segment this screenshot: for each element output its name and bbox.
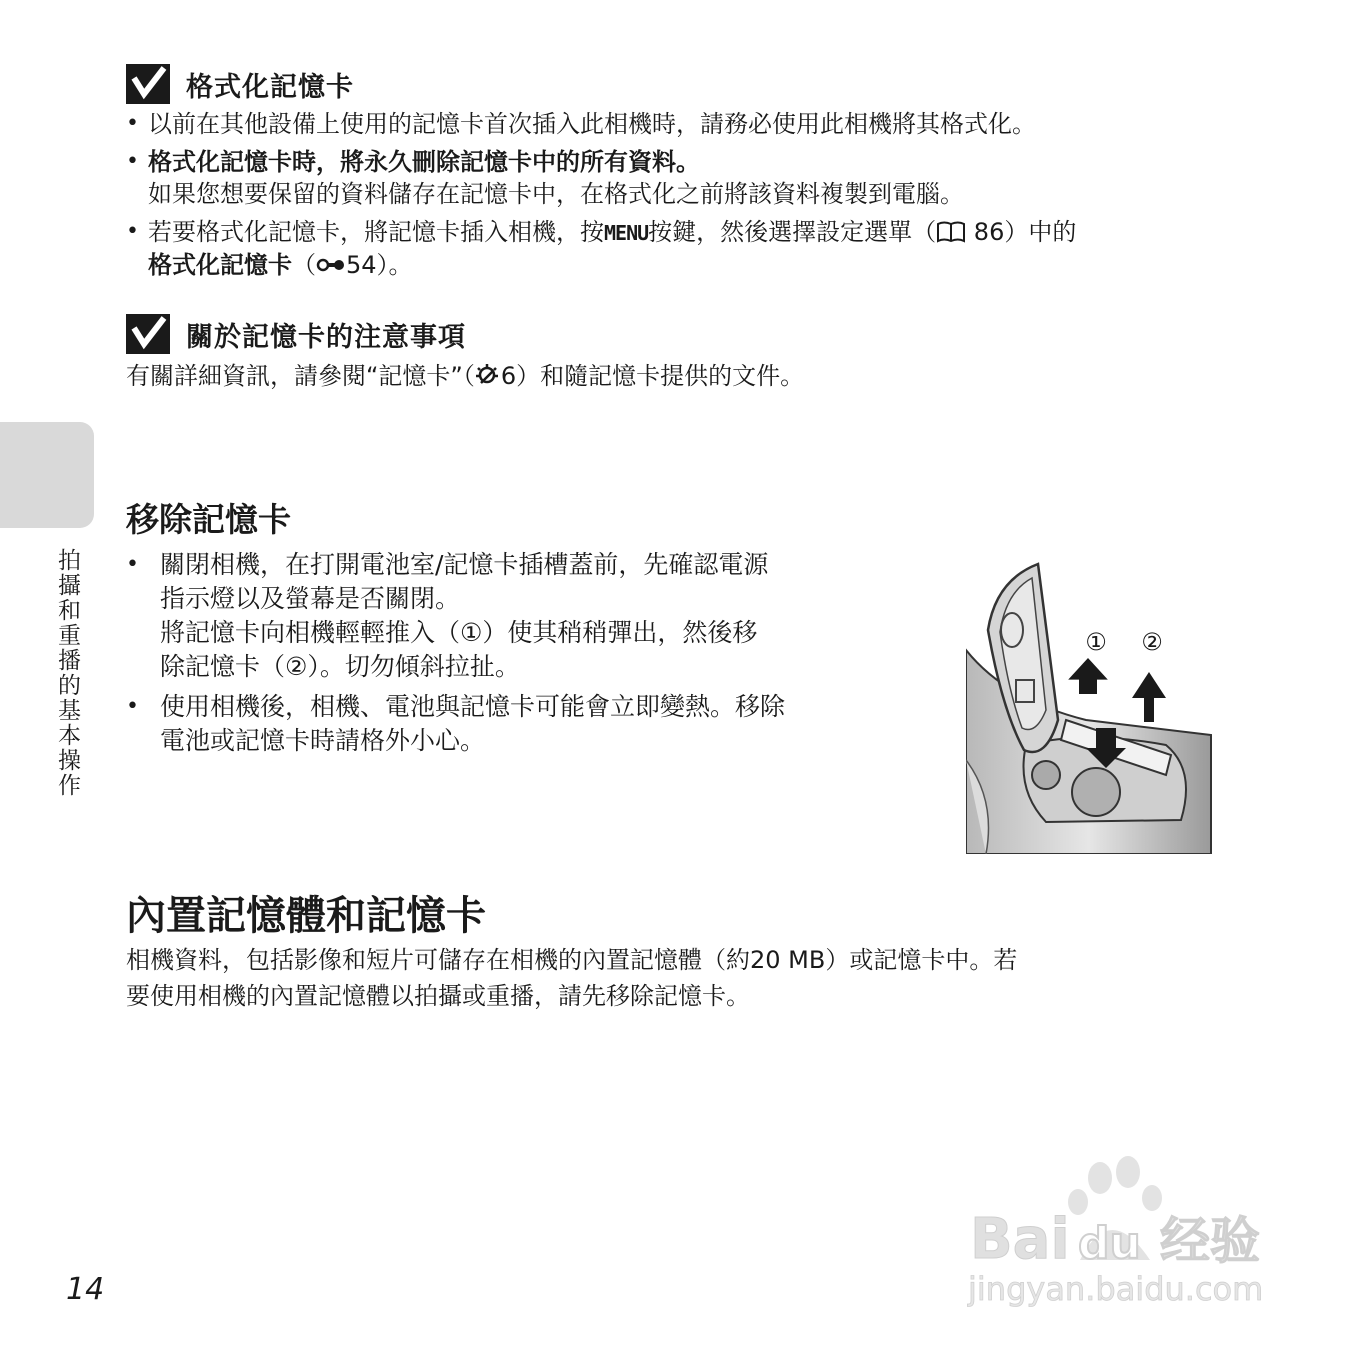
menu-button-label: MENU xyxy=(604,221,649,245)
list-item: • 若要格式化記憶卡，將記憶卡插入相機，按MENU按鍵，然後選擇設定選單（ 86）中的 格式化記憶卡（ 54）。 xyxy=(126,218,1077,279)
svg-text:jingyan.baidu.com: jingyan.baidu.com xyxy=(968,1270,1264,1308)
section-heading-remove-card: 移除記憶卡 xyxy=(126,500,291,539)
note-format-list xyxy=(126,108,1256,287)
figure-label-1: ① xyxy=(1085,628,1107,656)
book-ref-icon xyxy=(936,221,966,243)
section-heading-internal-memory: 內置記憶體和記憶卡 xyxy=(126,893,486,939)
svg-text:Bai: Bai xyxy=(970,1207,1070,1272)
baidu-watermark-logo xyxy=(960,1150,1290,1320)
svg-text:du: du xyxy=(1078,1218,1141,1269)
note-title: 格式化記憶卡 xyxy=(186,71,354,103)
note-card-cautions-text: 有關詳細資訊，請參閱“記憶卡”（ 6）和隨記憶卡提供的文件。 xyxy=(126,362,805,390)
check-note-icon xyxy=(126,64,170,104)
tip-ref-icon xyxy=(475,363,501,387)
note-title: 關於記憶卡的注意事項 xyxy=(186,321,466,353)
internal-memory-text: 相機資料，包括影像和短片可儲存在相機的內置記憶體（約20 MB）或記憶卡中。若 要使用相機的內置記憶體以拍攝或重播，請先移除記憶卡。 xyxy=(126,946,1018,1010)
camera-slot-illustration xyxy=(966,560,1216,854)
note-heading-card-cautions xyxy=(126,314,466,354)
figure-label-2: ② xyxy=(1141,628,1163,656)
chapter-label: 拍攝和重播的基本操作 xyxy=(54,548,80,798)
list-item: • 格式化記憶卡時，將永久刪除記憶卡中的所有資料。 如果您想要保留的資料儲存在記憶卡中，在格式化之前將該資料複製到電腦。 xyxy=(126,148,964,208)
remove-card-list xyxy=(126,548,916,764)
list-item: • 以前在其他設備上使用的記憶卡首次插入此相機時，請務必使用此相機將其格式化。 xyxy=(126,110,1036,138)
svg-text:经验: 经验 xyxy=(1160,1212,1260,1270)
note-heading-format xyxy=(126,64,354,104)
check-note-icon xyxy=(126,314,170,354)
chapter-tab xyxy=(0,422,94,528)
page-number: 14 xyxy=(66,1272,105,1307)
list-item: • 使用相機後，相機、電池與記憶卡可能會立即變熱。移除 電池或記憶卡時請格外小心。 xyxy=(126,692,786,755)
tool-ref-icon xyxy=(316,255,346,275)
list-item: • 關閉相機，在打開電池室/記憶卡插槽蓋前，先確認電源 指示燈以及螢幕是否關閉。 將記憶卡向相機輕輕推入（①）使其稍稍彈出，然後移 除記憶卡（②）。切勿傾斜拉扯。 xyxy=(126,550,769,681)
